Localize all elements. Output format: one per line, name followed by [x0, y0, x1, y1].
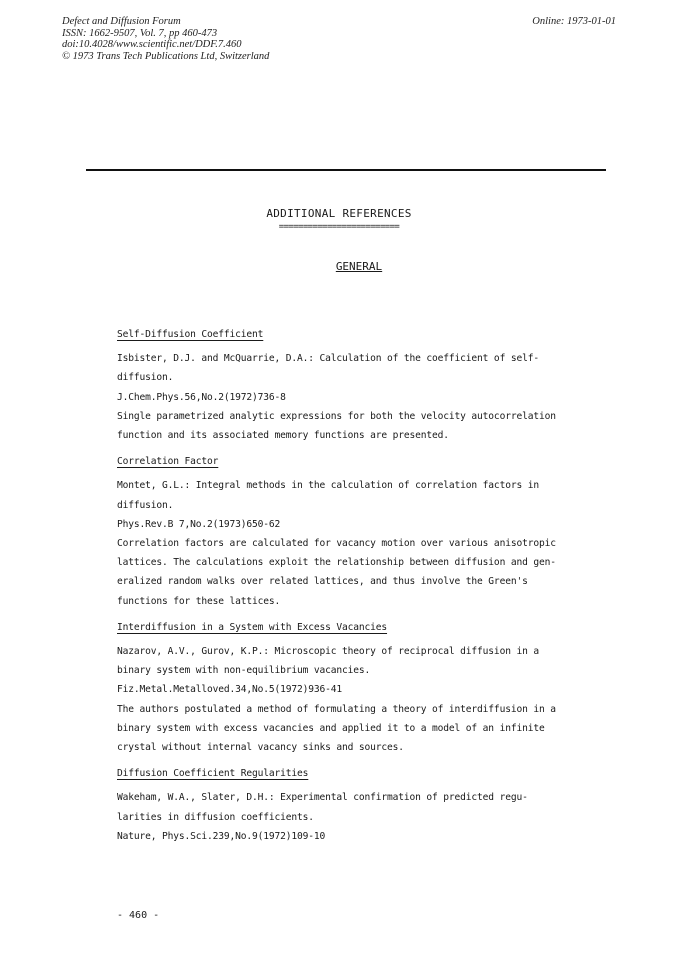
title-underline: =========================	[278, 222, 400, 232]
text-line: lattices. The calculations exploit the relationship between diffusion and gen-	[117, 557, 556, 569]
text-line: Wakeham, W.A., Slater, D.H.: Experimental confirmation of predicted regu-	[117, 792, 528, 804]
text-line: eralized random walks over related lattices, and thus involve the Green's	[117, 576, 528, 588]
text-line: Isbister, D.J. and McQuarrie, D.A.: Calculation of the coefficient of self-	[117, 353, 539, 365]
citation-line: J.Chem.Phys.56,No.2(1972)736-8	[117, 391, 286, 403]
section-heading: Correlation Factor	[117, 456, 219, 468]
citation-line: Phys.Rev.B 7,No.2(1973)650-62	[117, 518, 281, 530]
text-line: binary system with excess vacancies and applied it to a model of an infinite	[117, 722, 545, 734]
page-title: ADDITIONAL REFERENCES	[266, 207, 412, 220]
text-line: Nazarov, A.V., Gurov, K.P.: Microscopic theory of reciprocal diffusion in a	[117, 646, 539, 658]
section-heading: Self-Diffusion Coefficient	[117, 329, 264, 340]
section-heading: Diffusion Coefficient Regularities	[117, 768, 309, 780]
text-line: crystal without internal vacancy sinks and sources.	[117, 742, 404, 754]
journal-name: Defect and Diffusion Forum	[62, 16, 181, 27]
reference-section	[117, 452, 577, 611]
page-number: - 460 -	[117, 910, 160, 921]
text-line: Single parametrized analytic expressions for both the velocity autocorrelation	[117, 410, 556, 422]
copyright-line: © 1973 Trans Tech Publications Ltd, Switzerland	[62, 50, 270, 62]
citation-line: Fiz.Metal.Metalloved.34,No.5(1972)936-41	[117, 684, 343, 696]
text-line: function and its associated memory functions are presented.	[117, 430, 449, 442]
reference-section	[117, 618, 577, 757]
journal-header	[62, 16, 269, 62]
subtitle-text: GENERAL	[335, 260, 383, 273]
citation-line: Nature, Phys.Sci.239,No.9(1972)109-10	[117, 830, 326, 842]
doi-line: doi:10.4028/www.scientific.net/DDF.7.460	[62, 39, 242, 50]
text-line: The authors postulated a method of formulating a theory of interdiffusion in a	[117, 703, 556, 715]
reference-list	[117, 325, 577, 853]
reference-section	[117, 325, 577, 445]
section-subtitle	[20, 260, 678, 273]
text-line: functions for these lattices.	[117, 595, 281, 607]
top-rule	[86, 169, 606, 171]
text-line: larities in diffusion coefficients.	[117, 811, 314, 823]
text-line: Montet, G.L.: Integral methods in the calculation of correlation factors in	[117, 480, 539, 492]
section-heading: Interdiffusion in a System with Excess Vacancies	[117, 621, 388, 633]
text-line: binary system with non-equilibrium vacancies.	[117, 665, 371, 677]
issn-line: ISSN: 1662-9507, Vol. 7, pp 460-473	[62, 27, 218, 39]
text-line: diffusion.	[117, 372, 174, 384]
reference-section	[117, 764, 577, 846]
text-line: diffusion.	[117, 499, 174, 511]
online-date: Online: 1973-01-01	[532, 16, 616, 27]
text-line: Correlation factors are calculated for vacancy motion over various anisotropic	[117, 538, 556, 550]
